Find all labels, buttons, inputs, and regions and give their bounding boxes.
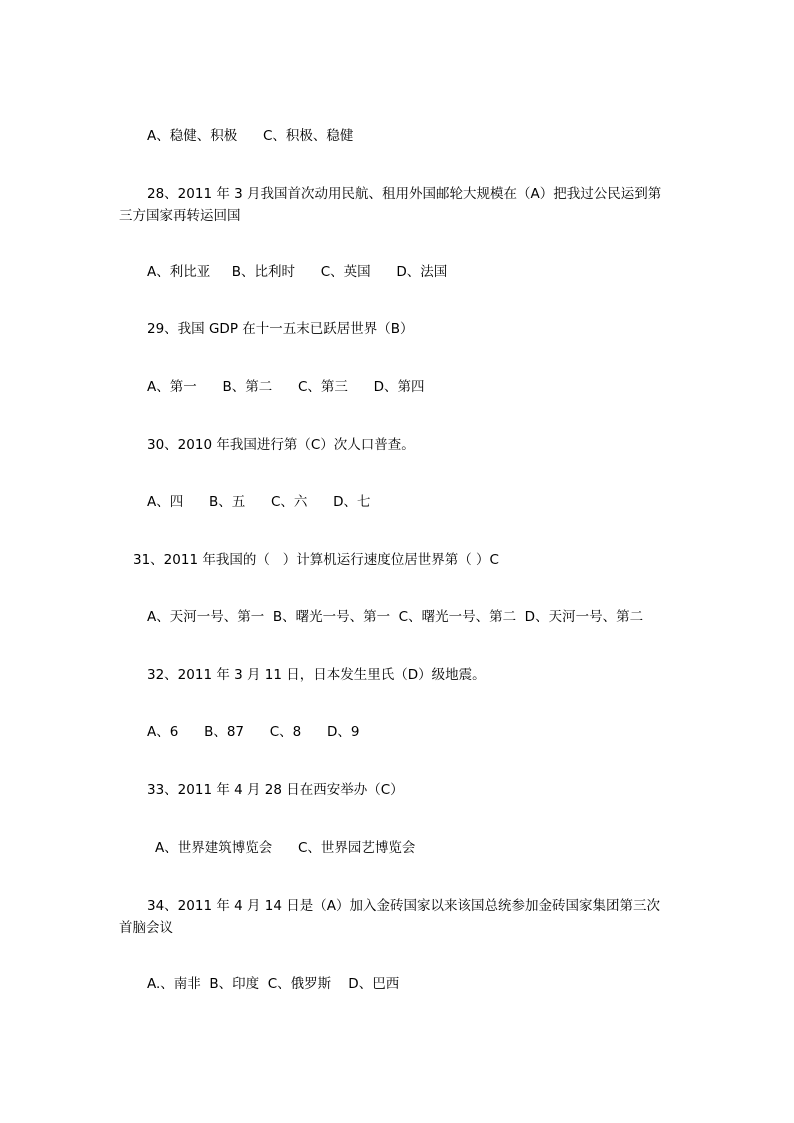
- question-33: 33、2011 年 4 月 28 日在西安举办（C）: [147, 782, 404, 798]
- answer-options: A、四 B、五 C、六 D、七: [147, 494, 371, 510]
- question-29: 29、我国 GDP 在十一五末已跃居世界（B）: [147, 321, 414, 337]
- answer-options: A、稳健、积极 C、积极、稳健: [147, 128, 354, 144]
- answer-options: A.、南非 B、印度 C、俄罗斯 D、巴西: [147, 976, 400, 992]
- question-32: 32、2011 年 3 月 11 日，日本发生里氏（D）级地震。: [147, 667, 486, 683]
- answer-options: A、利比亚 B、比利时 C、英国 D、法国: [147, 264, 448, 280]
- answer-options: A、第一 B、第二 C、第三 D、第四: [147, 379, 425, 395]
- question-34: 34、2011 年 4 月 14 日是（A）加入金砖国家以来该国总统参加金砖国家集团第三次首脑会议: [119, 898, 660, 936]
- answer-options: A、世界建筑博览会 C、世界园艺博览会: [155, 840, 416, 856]
- question-31: 31、2011 年我国的（ ）计算机运行速度位居世界第（ ）C: [133, 552, 499, 568]
- answer-options: A、天河一号、第一 B、曙光一号、第一 C、曙光一号、第二 D、天河一号、第二: [147, 609, 644, 625]
- question-30: 30、2010 年我国进行第（C）次人口普查。: [147, 437, 415, 453]
- answer-options: A、6 B、87 C、8 D、9: [147, 724, 360, 740]
- question-28: 28、2011 年 3 月我国首次动用民航、租用外国邮轮大规模在（A）把我过公民运到第三方国家再转运回国: [119, 186, 662, 224]
